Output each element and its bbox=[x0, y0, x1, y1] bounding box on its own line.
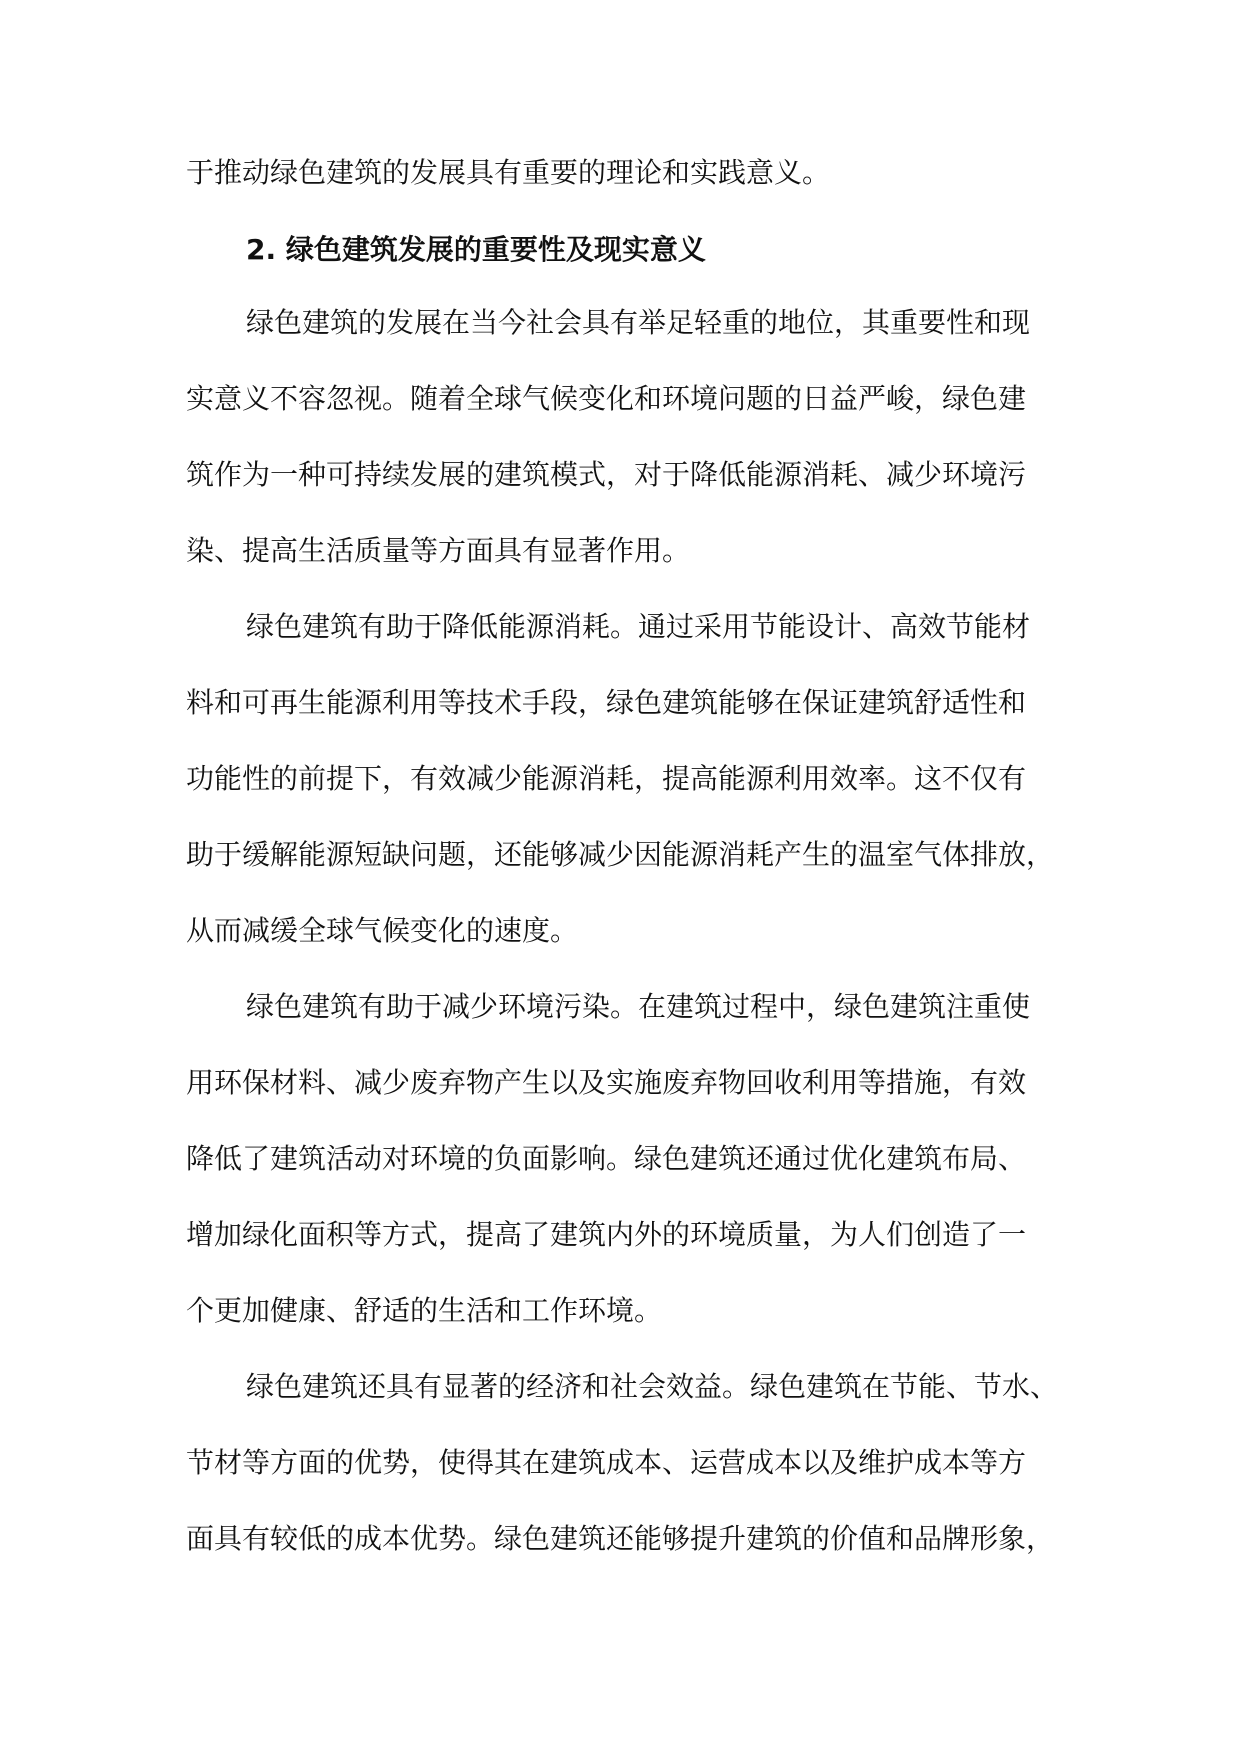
text-line: 染、提高生活质量等方面具有显著作用。 bbox=[186, 534, 691, 567]
text-line: 筑作为一种可持续发展的建筑模式，对于降低能源消耗、减少环境污 bbox=[186, 458, 1027, 491]
text-line: 绿色建筑有助于减少环境污染。在建筑过程中，绿色建筑注重使 bbox=[246, 990, 1031, 1023]
text-line: 料和可再生能源利用等技术手段，绿色建筑能够在保证建筑舒适性和 bbox=[186, 686, 1027, 719]
text-line: 节材等方面的优势，使得其在建筑成本、运营成本以及维护成本等方 bbox=[186, 1446, 1027, 1479]
text-line: 降低了建筑活动对环境的负面影响。绿色建筑还通过优化建筑布局、 bbox=[186, 1142, 1027, 1175]
text-line: 绿色建筑的发展在当今社会具有举足轻重的地位，其重要性和现 bbox=[246, 306, 1031, 339]
text-line: 个更加健康、舒适的生活和工作环境。 bbox=[186, 1294, 663, 1327]
text-line: 绿色建筑有助于降低能源消耗。通过采用节能设计、高效节能材 bbox=[246, 610, 1031, 643]
text-line: 绿色建筑还具有显著的经济和社会效益。绿色建筑在节能、节水、 bbox=[246, 1370, 1059, 1403]
text-line: 面具有较低的成本优势。绿色建筑还能够提升建筑的价值和品牌形象， bbox=[186, 1522, 1055, 1555]
text-line: 从而减缓全球气候变化的速度。 bbox=[186, 914, 579, 947]
text-line: 增加绿化面积等方式，提高了建筑内外的环境质量，为人们创造了一 bbox=[186, 1218, 1027, 1251]
section-heading: 2. 绿色建筑发展的重要性及现实意义 bbox=[246, 233, 706, 266]
text-line: 助于缓解能源短缺问题，还能够减少因能源消耗产生的温室气体排放， bbox=[186, 838, 1055, 871]
text-line: 用环保材料、减少废弃物产生以及实施废弃物回收利用等措施，有效 bbox=[186, 1066, 1027, 1099]
text-line: 功能性的前提下，有效减少能源消耗，提高能源利用效率。这不仅有 bbox=[186, 762, 1027, 795]
text-line: 实意义不容忽视。随着全球气候变化和环境问题的日益严峻，绿色建 bbox=[186, 382, 1027, 415]
text-line: 于推动绿色建筑的发展具有重要的理论和实践意义。 bbox=[186, 156, 831, 189]
